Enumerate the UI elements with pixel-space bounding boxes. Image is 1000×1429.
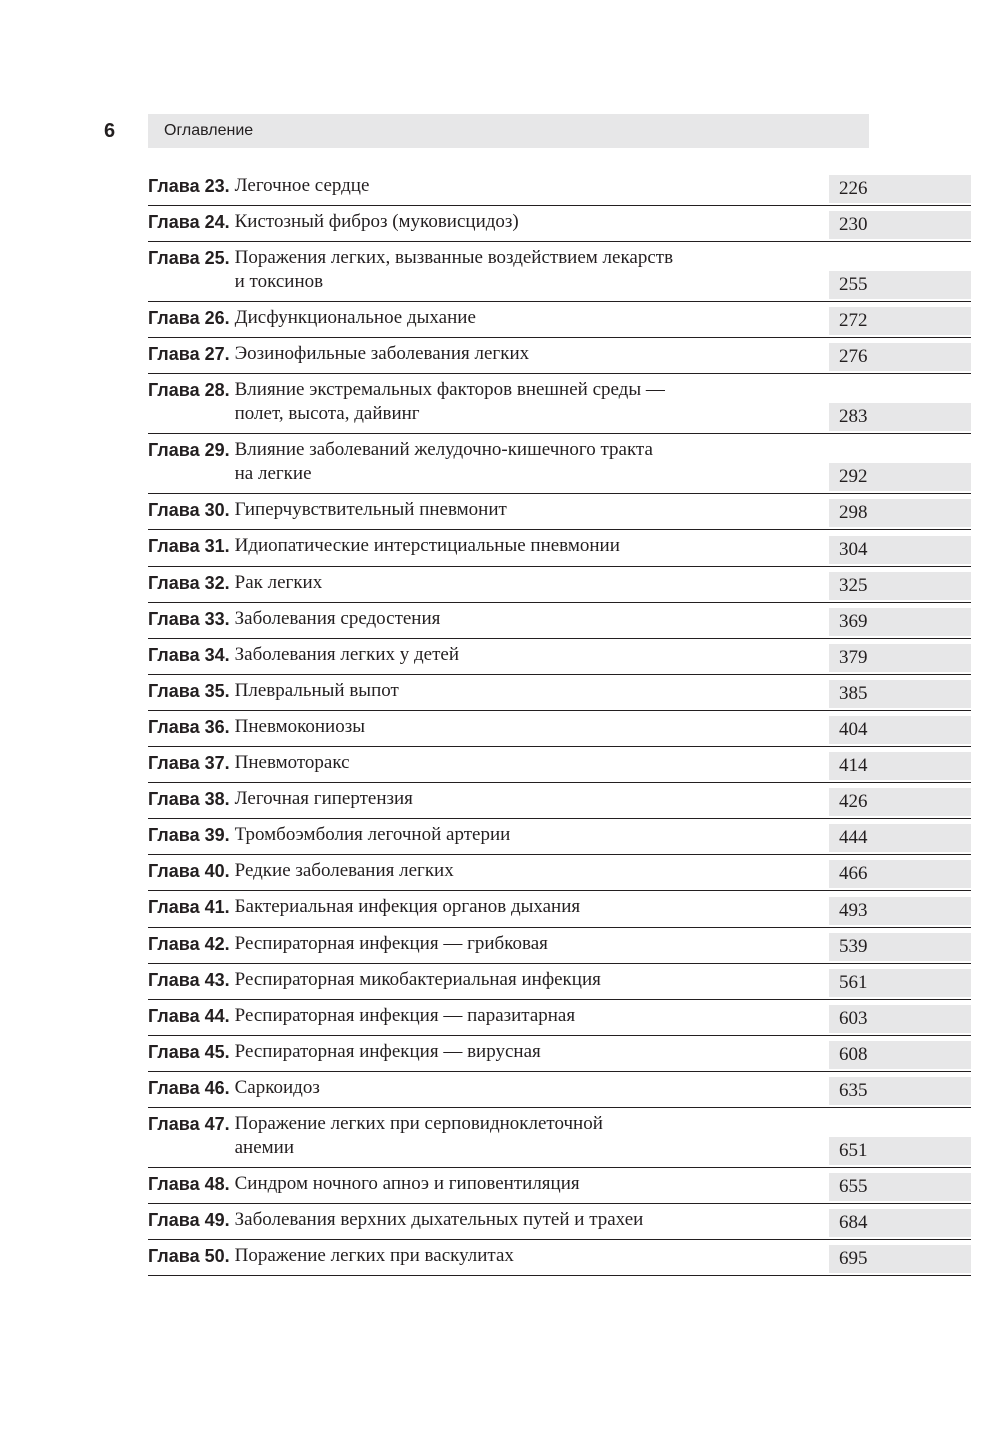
chapter-title: Заболевания средостения: [234, 607, 441, 629]
toc-entry-text: [148, 711, 828, 746]
chapter-title: Заболевания верхних дыхательных путей и трахеи: [234, 1209, 644, 1231]
toc-entry[interactable]: [148, 530, 971, 566]
chapter-title: Эозинофильные заболевания легких: [234, 343, 530, 365]
chapter-title: Заболевания легких у детей: [234, 643, 459, 665]
chapter-title: Пневмоторакс: [234, 752, 350, 774]
table-of-contents: [148, 170, 971, 1276]
toc-entry[interactable]: [148, 170, 971, 206]
chapter-label: Глава 40.: [148, 861, 230, 882]
chapter-title: Легочное сердце: [234, 175, 370, 196]
toc-entry-text: [148, 819, 828, 854]
chapter-page-number: 272: [839, 310, 868, 332]
toc-entry[interactable]: [148, 1204, 971, 1240]
chapter-title: Поражение легких при васкулитах: [234, 1245, 514, 1267]
chapter-title: Влияние экстремальных факторов внешней среды — полет, высота, дайвинг: [234, 379, 665, 425]
toc-entry-text: [148, 1000, 828, 1035]
page-number-cell: [829, 463, 971, 491]
chapter-title: Редкие заболевания легких: [234, 860, 454, 882]
chapter-title: Синдром ночного апноэ и гиповентиляция: [234, 1172, 580, 1194]
chapter-title: Легочная гипертензия: [234, 788, 413, 810]
toc-entry-text: [148, 302, 828, 337]
chapter-label: Глава 36.: [148, 716, 230, 737]
toc-entry[interactable]: [148, 1240, 971, 1276]
running-header-title: Оглавление: [164, 122, 254, 139]
chapter-label: Глава 27.: [148, 344, 230, 365]
toc-entry-text: [148, 434, 828, 493]
toc-entry[interactable]: [148, 1168, 971, 1204]
chapter-label: Глава 26.: [148, 308, 230, 329]
page-number-cell: [829, 1137, 971, 1165]
toc-entry[interactable]: [148, 964, 971, 1000]
toc-entry[interactable]: [148, 374, 971, 434]
chapter-label: Глава 43.: [148, 969, 230, 990]
chapter-label: Глава 28.: [148, 380, 230, 401]
page-number-cell: [829, 536, 971, 564]
toc-entry[interactable]: [148, 819, 971, 855]
chapter-title: Саркоидоз: [234, 1076, 320, 1098]
page-number-cell: [829, 752, 971, 780]
chapter-page-number: 608: [839, 1043, 868, 1065]
toc-entry-text: [148, 639, 828, 674]
toc-entry[interactable]: [148, 434, 971, 494]
toc-entry-text: [148, 374, 828, 433]
toc-entry[interactable]: [148, 302, 971, 338]
chapter-page-number: 655: [839, 1176, 868, 1198]
chapter-title: Идиопатические интерстициальные пневмонии: [234, 535, 620, 557]
chapter-page-number: 684: [839, 1212, 868, 1234]
page-number-cell: [829, 572, 971, 600]
toc-entry-text: [148, 1072, 828, 1107]
toc-entry[interactable]: [148, 783, 971, 819]
chapter-title: Поражения легких, вызванные воздействием лекарств и токсинов: [234, 247, 674, 293]
page-number-cell: [829, 343, 971, 371]
toc-entry-text: [148, 338, 828, 373]
page-number-cell: [829, 897, 971, 925]
toc-entry-text: [148, 603, 828, 638]
chapter-label: Глава 37.: [148, 753, 230, 774]
toc-entry-text: [148, 891, 828, 926]
page-number: 6: [104, 120, 116, 142]
toc-entry-text: [148, 855, 828, 890]
toc-entry-text: [148, 1204, 828, 1239]
chapter-page-number: 304: [839, 538, 868, 560]
chapter-label: Глава 47.: [148, 1113, 230, 1134]
chapter-label: Глава 24.: [148, 212, 230, 233]
toc-entry-text: [148, 1240, 828, 1275]
chapter-page-number: 561: [839, 971, 868, 993]
toc-entry-text: [148, 530, 828, 565]
toc-entry-text: [148, 783, 828, 818]
page-number-cell: [829, 680, 971, 708]
chapter-label: Глава 48.: [148, 1173, 230, 1194]
chapter-page-number: 695: [839, 1248, 868, 1270]
chapter-page-number: 292: [839, 466, 868, 488]
chapter-page-number: 444: [839, 827, 868, 849]
page-number-cell: [829, 1245, 971, 1273]
toc-entry-text: [148, 170, 828, 205]
toc-entry[interactable]: [148, 747, 971, 783]
toc-entry-text: [148, 567, 828, 602]
chapter-title: Респираторная инфекция — вирусная: [234, 1040, 541, 1062]
chapter-title: Поражение легких при серповидноклеточной анемии: [234, 1112, 603, 1158]
toc-entry-text: [148, 242, 828, 301]
toc-entry[interactable]: [148, 1108, 971, 1168]
chapter-label: Глава 42.: [148, 933, 230, 954]
chapter-label: Глава 41.: [148, 897, 230, 918]
page-number-cell: [829, 211, 971, 239]
page-number-cell: [829, 403, 971, 431]
toc-entry[interactable]: [148, 891, 971, 927]
toc-entry[interactable]: [148, 567, 971, 603]
chapter-label: Глава 23.: [148, 176, 230, 196]
toc-entry[interactable]: [148, 711, 971, 747]
chapter-title: Респираторная инфекция — грибковая: [234, 932, 548, 954]
toc-entry[interactable]: [148, 206, 971, 242]
running-header-band: [148, 114, 869, 148]
chapter-title: Плевральный выпот: [234, 679, 399, 701]
toc-entry[interactable]: [148, 675, 971, 711]
chapter-title: Респираторная инфекция — паразитарная: [234, 1004, 576, 1026]
chapter-page-number: 276: [839, 346, 868, 368]
toc-entry-text: [148, 494, 828, 529]
page-number-cell: [829, 1173, 971, 1201]
chapter-title: Влияние заболеваний желудочно-кишечного тракта на легкие: [234, 439, 653, 485]
toc-entry[interactable]: [148, 855, 971, 891]
chapter-page-number: 226: [839, 178, 868, 200]
chapter-page-number: 404: [839, 719, 868, 741]
page-number-cell: [829, 788, 971, 816]
chapter-label: Глава 30.: [148, 500, 230, 521]
chapter-label: Глава 50.: [148, 1246, 230, 1267]
toc-entry[interactable]: [148, 1036, 971, 1072]
chapter-label: Глава 46.: [148, 1077, 230, 1098]
chapter-label: Глава 29.: [148, 440, 230, 461]
toc-entry-text: [148, 747, 828, 782]
page-number-cell: [829, 969, 971, 997]
toc-entry[interactable]: [148, 338, 971, 374]
chapter-label: Глава 25.: [148, 248, 230, 269]
page-number-cell: [829, 933, 971, 961]
chapter-label: Глава 38.: [148, 789, 230, 810]
toc-entry-text: [148, 1036, 828, 1071]
toc-entry-text: [148, 1168, 828, 1203]
page-number-cell: [829, 716, 971, 744]
toc-entry[interactable]: [148, 494, 971, 530]
chapter-label: Глава 31.: [148, 536, 230, 557]
toc-entry-text: [148, 964, 828, 999]
chapter-page-number: 466: [839, 863, 868, 885]
toc-entry[interactable]: [148, 928, 971, 964]
chapter-title: Бактериальная инфекция органов дыхания: [234, 896, 581, 918]
chapter-label: Глава 39.: [148, 825, 230, 846]
chapter-label: Глава 45.: [148, 1041, 230, 1062]
chapter-title: Респираторная микобактериальная инфекция: [234, 968, 601, 990]
page-number-cell: [829, 1041, 971, 1069]
chapter-page-number: 283: [839, 406, 868, 428]
chapter-label: Глава 32.: [148, 572, 230, 593]
toc-entry-text: [148, 928, 828, 963]
page-number-cell: [829, 307, 971, 335]
chapter-page-number: 414: [839, 755, 868, 777]
chapter-page-number: 369: [839, 610, 868, 632]
page-number-cell: [829, 608, 971, 636]
chapter-page-number: 539: [839, 935, 868, 957]
chapter-title: Дисфункциональное дыхание: [234, 307, 476, 329]
chapter-page-number: 325: [839, 574, 868, 596]
page-number-cell: [829, 271, 971, 299]
toc-entry-text: [148, 1108, 828, 1167]
toc-entry[interactable]: [148, 242, 971, 302]
page-number-cell: [829, 644, 971, 672]
chapter-page-number: 635: [839, 1079, 868, 1101]
toc-entry[interactable]: [148, 603, 971, 639]
chapter-title: Рак легких: [234, 571, 323, 593]
toc-entry-text: [148, 675, 828, 710]
chapter-page-number: 426: [839, 791, 868, 813]
chapter-page-number: 493: [839, 899, 868, 921]
page-number-cell: [829, 1209, 971, 1237]
chapter-page-number: 379: [839, 646, 868, 668]
chapter-label: Глава 34.: [148, 644, 230, 665]
toc-entry-text: [148, 206, 828, 241]
chapter-title: Кистозный фиброз (муковисцидоз): [234, 211, 519, 233]
page-number-cell: [829, 1077, 971, 1105]
chapter-page-number: 385: [839, 682, 868, 704]
toc-entry[interactable]: [148, 639, 971, 675]
chapter-page-number: 230: [839, 214, 868, 236]
chapter-label: Глава 35.: [148, 680, 230, 701]
page-number-cell: [829, 860, 971, 888]
toc-entry[interactable]: [148, 1072, 971, 1108]
chapter-title: Гиперчувствительный пневмонит: [234, 499, 507, 521]
chapter-page-number: 603: [839, 1007, 868, 1029]
chapter-page-number: 651: [839, 1139, 868, 1161]
chapter-page-number: 298: [839, 502, 868, 524]
page-number-cell: [829, 824, 971, 852]
chapter-label: Глава 44.: [148, 1005, 230, 1026]
page-number-cell: [829, 175, 971, 203]
page-number-cell: [829, 499, 971, 527]
chapter-title: Тромбоэмболия легочной артерии: [234, 824, 511, 846]
chapter-label: Глава 33.: [148, 608, 230, 629]
chapter-page-number: 255: [839, 274, 868, 296]
page-number-cell: [829, 1005, 971, 1033]
chapter-title: Пневмокониозы: [234, 715, 365, 737]
toc-entry[interactable]: [148, 1000, 971, 1036]
chapter-label: Глава 49.: [148, 1210, 230, 1231]
